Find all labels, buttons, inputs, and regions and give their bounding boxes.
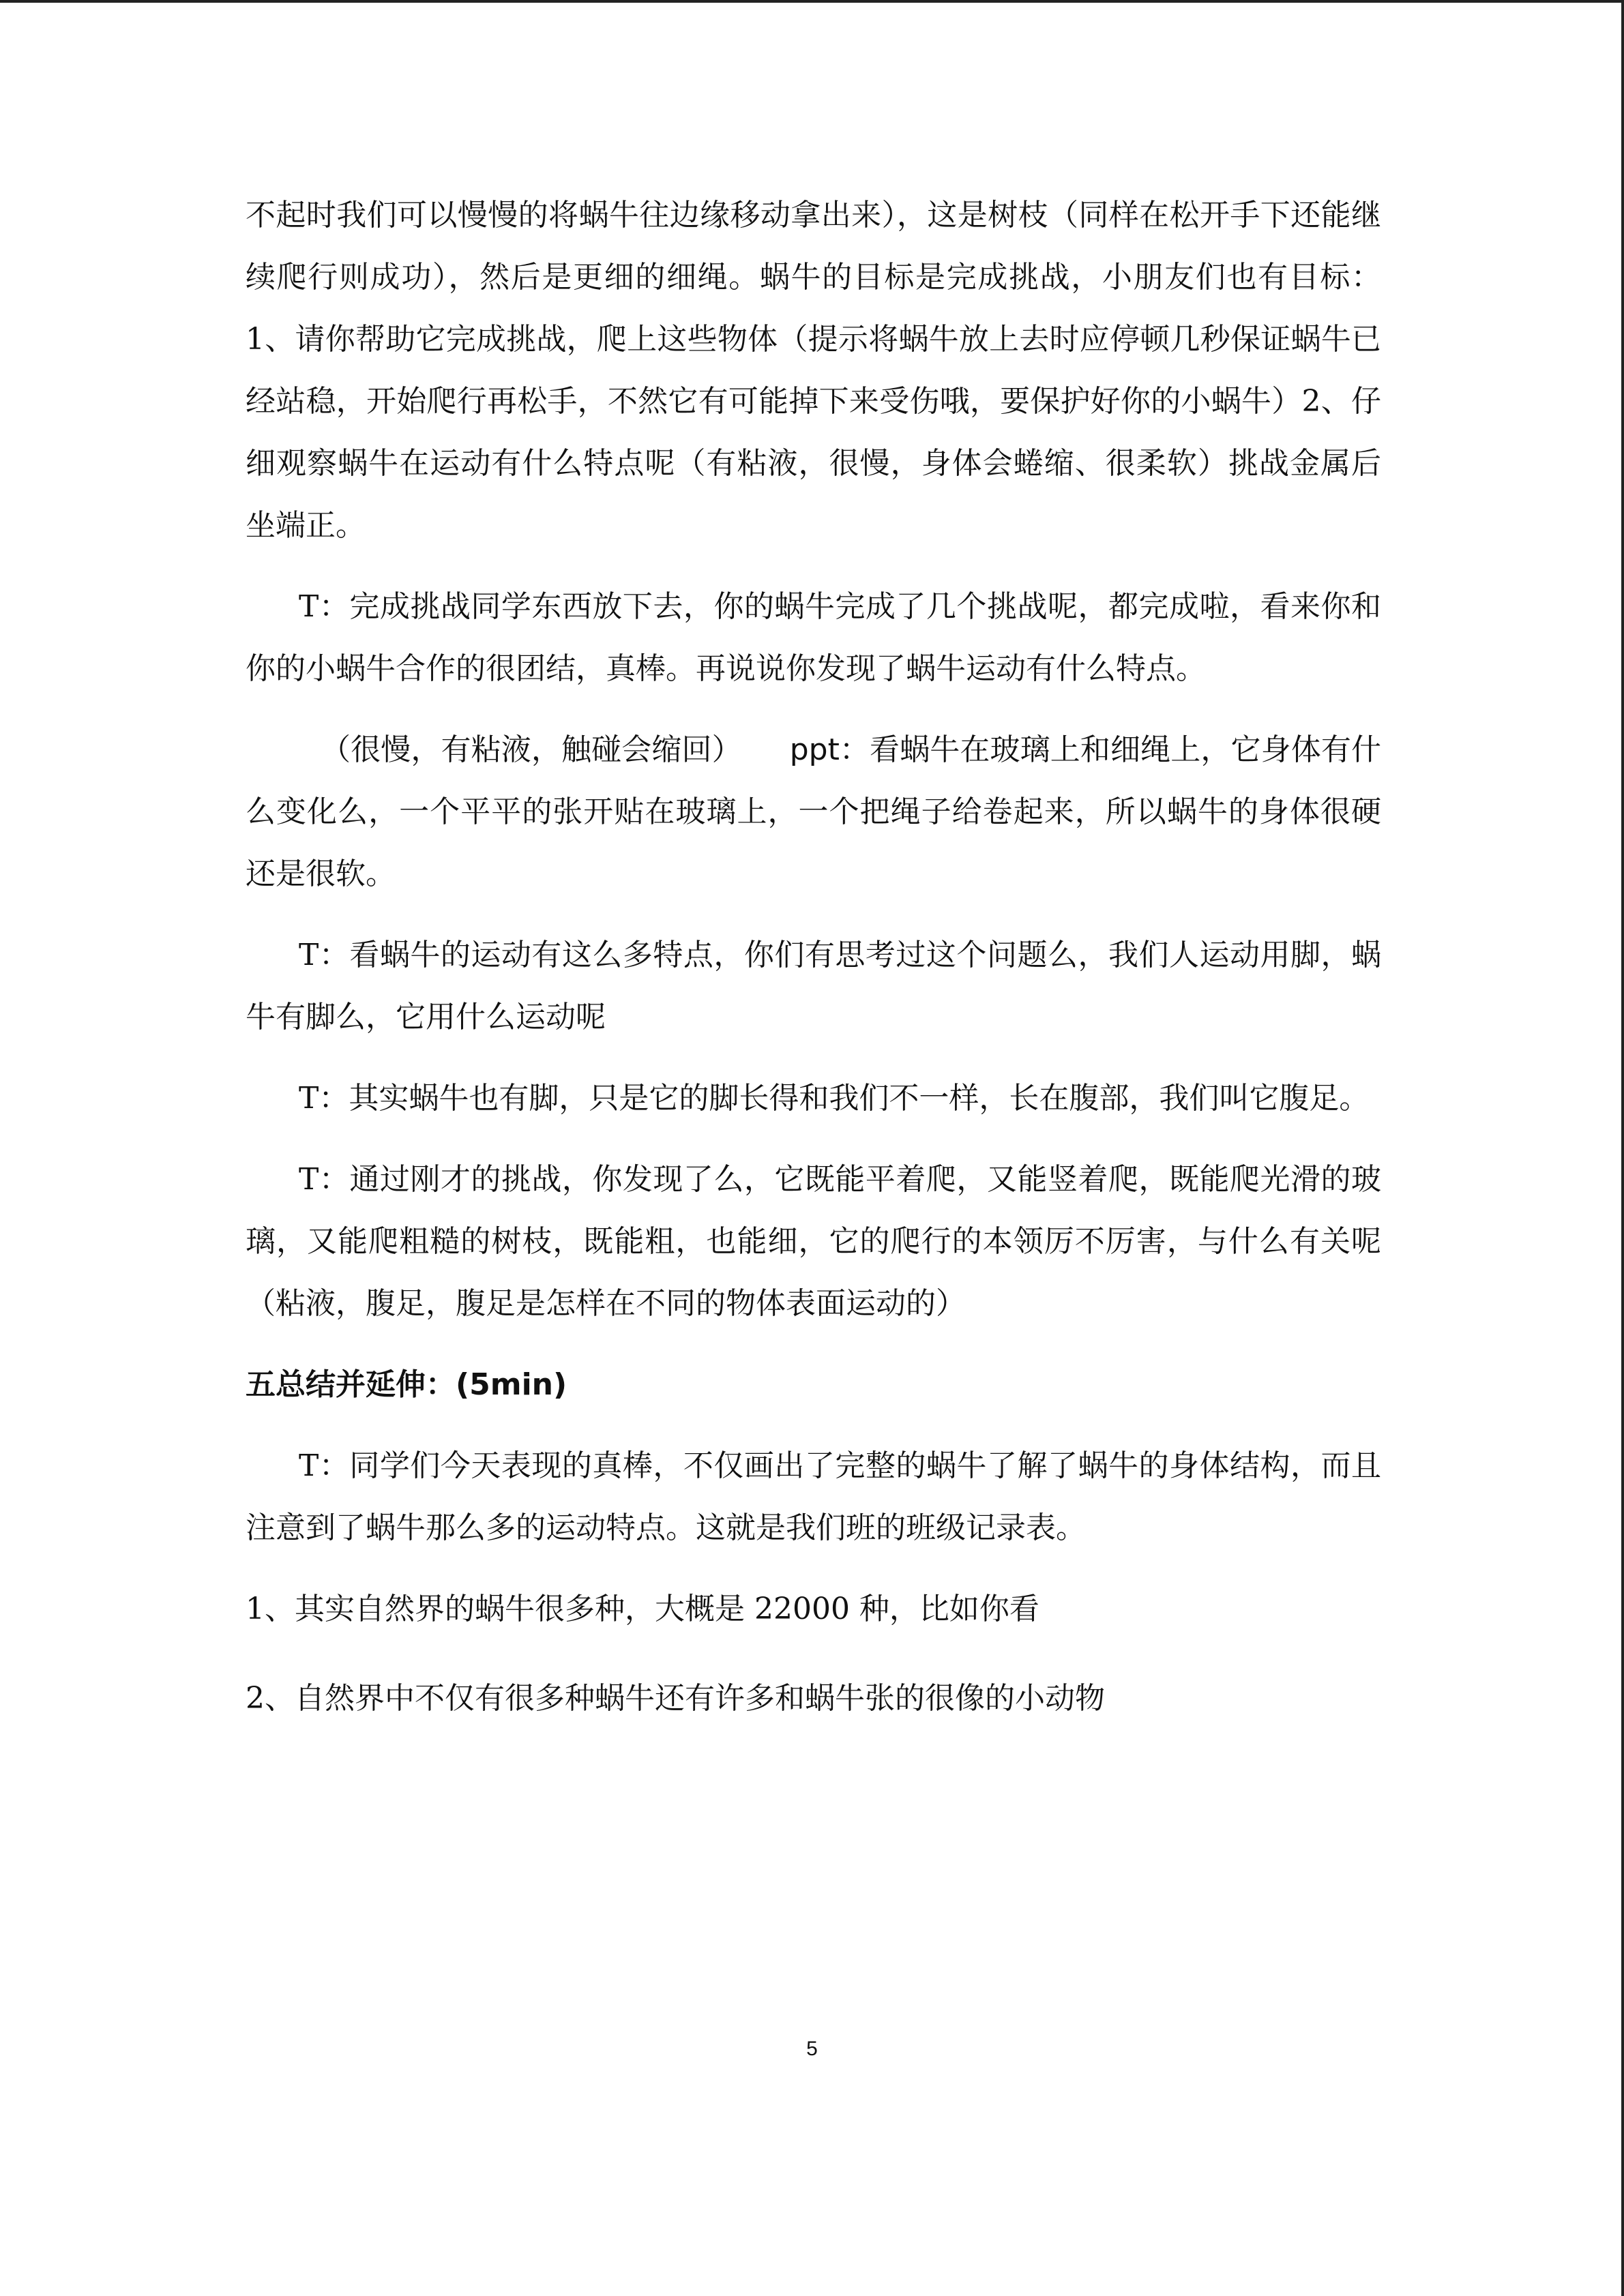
page-right-border (1621, 0, 1624, 2296)
paragraph-question-feet: T：看蜗牛的运动有这么多特点，你们有思考过这个问题么，我们人运动用脚，蜗牛有脚么，它用什么运动呢 (246, 938, 1381, 1034)
list-item-similar-animals: 2、自然界中不仅有很多种蜗牛还有许多和蜗牛张的很像的小动物 (246, 1681, 1105, 1716)
paragraph-challenge-result: T：完成挑战同学东西放下去，你的蜗牛完成了几个挑战呢，都完成啦，看来你和你的小蜗牛合作的很团结，真棒。再说说你发现了蜗牛运动有什么特点。 (246, 589, 1381, 686)
section-heading-summary: 五总结并延伸：(5min) (246, 1367, 567, 1402)
paragraph-challenge-instructions: 不起时我们可以慢慢的将蜗牛往边缘移动拿出来），这是树枝（同样在松开手下还能继续爬行则成功），然后是更细的细绳。蜗牛的目标是完成挑战，小朋友们也有目标：1、请你帮助它完成挑战，爬上这些物体（提示将蜗牛放上去时应停顿几秒保证蜗牛已经站稳，开始爬行再松手，不然它有可能掉下来受伤哦，要保护好你的小蜗牛）2、仔细观察蜗牛在运动有什么特点呢（有粘液，很慢，身体会蜷缩、很柔软）挑战金属后坐端正。 (246, 198, 1381, 543)
paragraph-summary: T：同学们今天表现的真棒，不仅画出了完整的蜗牛了解了蜗牛的身体结构，而且注意到了蜗牛那么多的运动特点。这就是我们班的班级记录表。 (246, 1448, 1381, 1545)
paragraph-ventral-foot: T：其实蜗牛也有脚，只是它的脚长得和我们不一样，长在腹部，我们叫它腹足。 (299, 1081, 1370, 1116)
page-number: 5 (806, 2038, 818, 2060)
paragraph-crawling-ability: T：通过刚才的挑战，你发现了么，它既能平着爬，又能竖着爬，既能爬光滑的玻璃，又能爬粗糙的树枝，既能粗，也能细，它的爬行的本领厉不厉害，与什么有关呢（粘液，腹足，腹足是怎样在不同的物体表面运动的） (246, 1162, 1381, 1321)
observation-ppt-text: ppt：看蜗牛在玻璃上和细绳上，它身体有什么变化么，一个平平的张开贴在玻璃上，一个把绳子给卷起来，所以蜗牛的身体很硬还是很软。 (246, 732, 1381, 891)
paragraph-observation (246, 719, 1381, 905)
list-item-snail-species: 1、其实自然界的蜗牛很多种，大概是 22000 种，比如你看 (246, 1592, 1039, 1626)
observation-answer: （很慢，有粘液，触碰会缩回） (321, 732, 742, 767)
document-body (246, 184, 1381, 1757)
page-top-border (0, 0, 1624, 3)
